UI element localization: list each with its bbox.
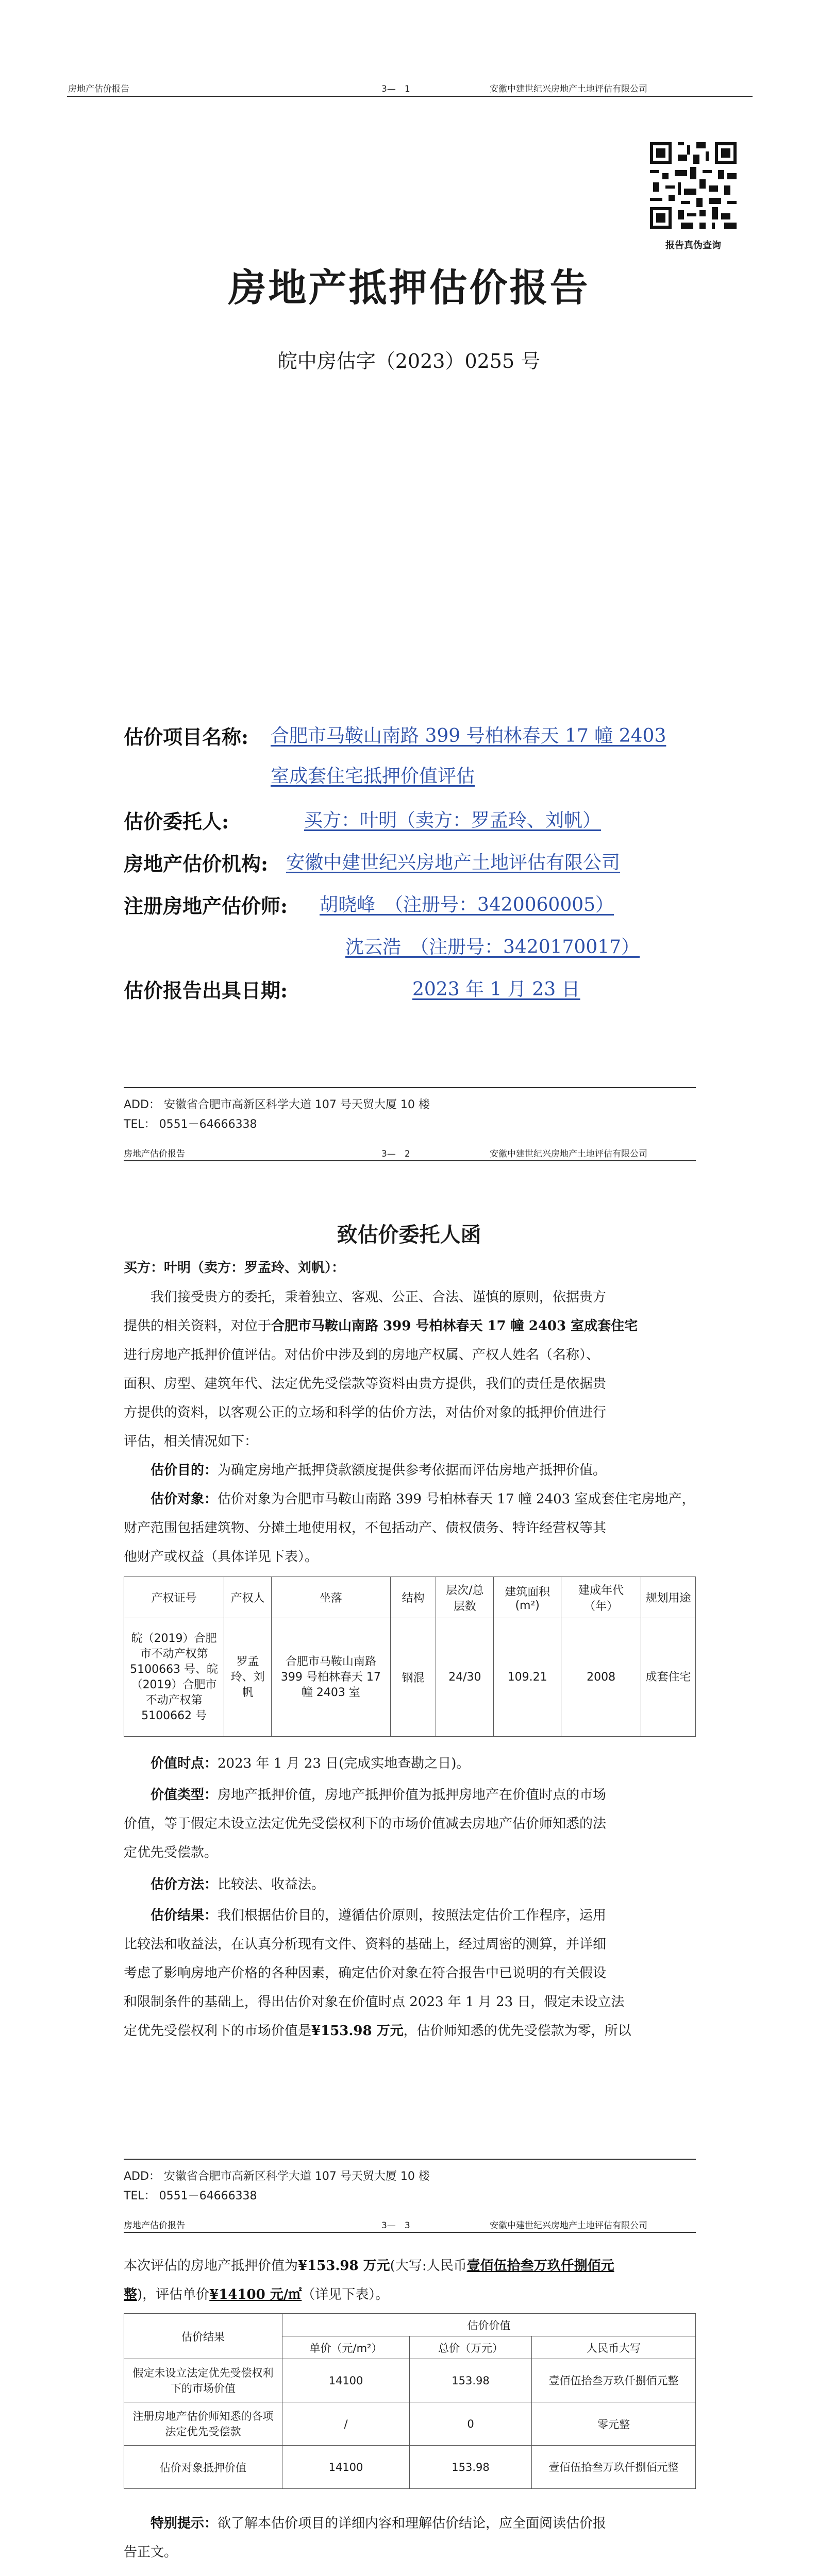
table-header: 层次/总层数: [436, 1577, 494, 1618]
table-header: 产权人: [224, 1577, 272, 1618]
table-cell: /: [282, 2402, 410, 2446]
method-label: 估价方法：: [151, 1877, 218, 1892]
result-section: [124, 1901, 696, 2045]
result-text: 考虑了影响房地产价格的各种因素，确定估价对象在符合报告中已说明的有关假设: [124, 1965, 607, 1981]
tip-label: 特别提示：: [151, 2516, 218, 2531]
table-row: [124, 2359, 696, 2402]
intro-address: 合肥市马鞍山南路 399 号柏林春天 17 幢 2403 室成套住宅: [271, 1318, 638, 1334]
value-time-text: 2023 年 1 月 23 日(完成实地查勘之日)。: [218, 1756, 470, 1771]
value-in-words-end: 整: [124, 2287, 138, 2302]
client-label: 估价委托人:: [124, 810, 229, 833]
table-header: 单价（元/m²）: [282, 2336, 410, 2359]
table-cell: 109.21: [494, 1618, 561, 1737]
header-page-number: 3— 1: [381, 84, 410, 94]
table-header-row: [124, 1577, 696, 1618]
header-right: 安徽中建世纪兴房地产土地评估有限公司: [490, 2221, 647, 2231]
header-right: 安徽中建世纪兴房地产土地评估有限公司: [490, 84, 647, 94]
purpose-label: 估价目的：: [151, 1463, 218, 1478]
footer-tel: TEL： 0551－64666338: [124, 2190, 257, 2202]
table-header: 产权证号: [124, 1577, 224, 1618]
value-type-label: 价值类型：: [151, 1787, 218, 1803]
table-header: 建成年代（年）: [561, 1577, 641, 1618]
table-cell: 罗孟玲、刘帆: [224, 1618, 272, 1737]
intro-line: 进行房地产抵押价值评估。对估价中涉及到的房地产权属、产权人姓名（名称）、: [124, 1347, 600, 1363]
header-left: 房地产估价报告: [124, 2221, 185, 2231]
table-cell: 零元整: [532, 2402, 696, 2446]
table-cell: 14100: [282, 2446, 410, 2489]
market-value: ¥153.98 万元: [311, 2023, 404, 2039]
value-type-text: 定优先受偿款。: [124, 1845, 218, 1860]
mortgage-value: ¥153.98 万元: [298, 2258, 390, 2274]
appraiser-2: 沈云浩 （注册号：3420170017）: [345, 937, 640, 958]
method-text: 比较法、收益法。: [218, 1877, 325, 1892]
letter-title: 致估价委托人函: [337, 1223, 481, 1247]
table-cell: 壹佰伍拾叁万玖仟捌佰元整: [532, 2359, 696, 2402]
object-text: 财产范围包括建筑物、分摊土地使用权，不包括动产、债权债务、特许经营权等其: [124, 1520, 607, 1536]
tip-text: 告正文。: [124, 2545, 178, 2560]
header-rule: [67, 96, 753, 97]
table-cell: 估价对象抵押价值: [124, 2446, 282, 2489]
value-in-words: 壹佰伍拾叁万玖仟捌佰元: [466, 2258, 614, 2274]
value-time-section: [124, 1749, 696, 1778]
table-cell: 合肥市马鞍山南路 399 号柏林春天 17 幢 2403 室: [272, 1618, 391, 1737]
intro-line: 面积、房型、建筑年代、法定优先受偿款等资料由贵方提供，我们的责任是依据贵: [124, 1376, 607, 1392]
unit-price: ¥14100 元/㎡: [209, 2287, 302, 2302]
qr-caption: 报告真伪查询: [665, 240, 721, 251]
client-value: 买方：叶明（卖方：罗孟玲、刘帆）: [304, 810, 602, 831]
object-text: 估价对象为合肥市马鞍山南路 399 号柏林春天 17 幢 2403 室成套住宅房地产，: [218, 1492, 695, 1507]
valuation-table: [124, 2313, 696, 2489]
table-header: 建筑面积(m²): [494, 1577, 561, 1618]
table-cell: 153.98: [410, 2446, 532, 2489]
table-cell: 钢混: [390, 1618, 436, 1737]
header-left: 房地产估价报告: [68, 84, 129, 94]
object-text: 他财产或权益（具体详见下表）。: [124, 1549, 319, 1565]
method-section: [124, 1870, 696, 1899]
footer-rule: [124, 1087, 696, 1088]
result-text: 和限制条件的基础上，得出估价对象在价值时点 2023 年 1 月 23 日，假定未设立法: [124, 1994, 625, 2010]
report-number: 皖中房估字（2023）0255 号: [277, 350, 541, 372]
result-text: [124, 2016, 696, 2045]
result-text-c: ，估价师知悉的优先受偿款为零，所以: [403, 2023, 631, 2039]
agency-value: 安徽中建世纪兴房地产土地评估有限公司: [286, 852, 621, 873]
footer-tel: TEL： 0551－64666338: [124, 1118, 257, 1131]
table-header: 坐落: [272, 1577, 391, 1618]
table-cell: 注册房地产估价师知悉的各项法定优先受偿款: [124, 2402, 282, 2446]
appraiser-label: 注册房地产估价师:: [124, 894, 288, 918]
intro-line: [124, 1312, 696, 1341]
table-cell: 成套住宅: [641, 1618, 696, 1737]
intro-line: 方提供的资料，以客观公正的立场和科学的估价方法，对估价对象的抵押价值进行: [124, 1405, 607, 1420]
table-row: [124, 2402, 696, 2446]
header-page-number: 3— 3: [381, 2221, 410, 2231]
object-label: 估价对象：: [151, 1492, 218, 1507]
result-text-a: 定优先受偿权利下的市场价值是: [124, 2023, 312, 2039]
letter-recipient: 买方：叶明（卖方：罗孟玲、刘帆）：: [124, 1260, 345, 1276]
header-rule: [124, 1160, 696, 1161]
table-header: 估价结果: [124, 2314, 282, 2359]
property-table: [124, 1577, 696, 1737]
table-header-row: [124, 2314, 696, 2336]
table-cell: 14100: [282, 2359, 410, 2402]
table-cell: 假定未设立法定优先受偿权利下的市场价值: [124, 2359, 282, 2402]
footer-address: ADD： 安徽省合肥市高新区科学大道 107 号天贸大厦 10 楼: [124, 2170, 430, 2183]
agency-label: 房地产估价机构:: [124, 852, 269, 875]
table-cell: 皖（2019）合肥市不动产权第5100663 号、皖（2019）合肥市不动产权第5100662 号: [124, 1618, 224, 1737]
date-label: 估价报告出具日期:: [124, 979, 288, 1002]
header-left: 房地产估价报告: [124, 1149, 185, 1159]
summary-text: )，评估单价: [137, 2287, 210, 2302]
result-label: 估价结果：: [151, 1908, 218, 1923]
result-text: 我们根据估价目的，遵循估价原则，按照法定估价工作程序，运用: [218, 1908, 607, 1923]
table-row: [124, 1618, 696, 1737]
project-label: 估价项目名称:: [124, 725, 249, 749]
table-header: 人民币大写: [532, 2336, 696, 2359]
header-page-number: 3— 2: [381, 1149, 410, 1159]
project-value-line1: 合肥市马鞍山南路 399 号柏林春天 17 幢 2403: [271, 725, 666, 747]
value-type-text: 房地产抵押价值，房地产抵押价值为抵押房地产在价值时点的市场: [218, 1787, 607, 1803]
purpose-section: [124, 1456, 696, 1485]
purpose-text: 为确定房地产抵押贷款额度提供参考依据而评估房地产抵押价值。: [218, 1463, 607, 1478]
letter-intro: [124, 1283, 696, 1456]
header-rule: [124, 2232, 696, 2233]
project-value-line2: 室成套住宅抵押价值评估: [271, 766, 475, 787]
table-header: 结构: [390, 1577, 436, 1618]
table-header: 规划用途: [641, 1577, 696, 1618]
header-right: 安徽中建世纪兴房地产土地评估有限公司: [490, 1149, 647, 1159]
special-tip: [124, 2509, 696, 2567]
intro-line: 我们接受贵方的委托，秉着独立、客观、公正、合法、谨慎的原则，依据贵方: [151, 1290, 607, 1305]
summary-text: 本次评估的房地产抵押价值为: [124, 2258, 298, 2274]
footer-address: ADD： 安徽省合肥市高新区科学大道 107 号天贸大厦 10 楼: [124, 1098, 430, 1111]
table-cell: 0: [410, 2402, 532, 2446]
table-row: [124, 2446, 696, 2489]
report-title: 房地产抵押估价报告: [228, 266, 590, 310]
summary-text: （详见下表）。: [302, 2287, 389, 2302]
summary-text: (大写:人民币: [390, 2258, 467, 2274]
value-type-section: [124, 1781, 696, 1867]
qr-code-icon[interactable]: [647, 139, 740, 232]
table-header: 估价价值: [282, 2314, 696, 2336]
table-cell: 壹佰伍拾叁万玖仟捌佰元整: [532, 2446, 696, 2489]
table-cell: 2008: [561, 1618, 641, 1737]
footer-rule: [124, 2159, 696, 2160]
intro-text: 提供的相关资料，对位于: [124, 1318, 272, 1334]
table-cell: 153.98: [410, 2359, 532, 2402]
object-section: [124, 1485, 696, 1571]
intro-line: 评估，相关情况如下：: [124, 1434, 258, 1449]
table-cell: 24/30: [436, 1618, 494, 1737]
table-header: 总价（万元）: [410, 2336, 532, 2359]
appraiser-1: 胡晓峰 （注册号：3420060005）: [320, 894, 614, 916]
mortgage-value-summary: [124, 2251, 696, 2309]
value-type-text: 价值，等于假定未设立法定优先受偿权利下的市场价值减去房地产估价师知悉的法: [124, 1816, 607, 1832]
result-text: 比较法和收益法，在认真分析现有文件、资料的基础上，经过周密的测算，并详细: [124, 1937, 607, 1952]
value-time-label: 价值时点：: [151, 1756, 218, 1771]
date-value: 2023 年 1 月 23 日: [412, 979, 580, 1000]
tip-text: 欲了解本估价项目的详细内容和理解估价结论，应全面阅读估价报: [218, 2516, 607, 2531]
